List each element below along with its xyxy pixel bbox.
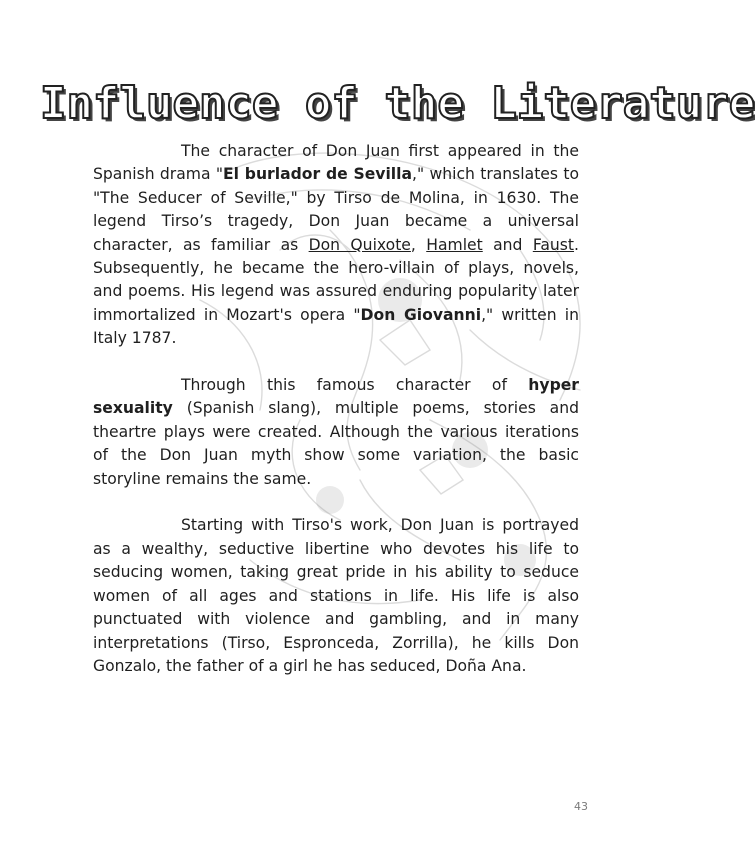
text-span: . Subsequently, he became the hero-villain of plays, novels, and poems. His legend was assured enduring popularity later immortalized in Mozart's opera " xyxy=(93,235,579,324)
text-span: Starting with Tirso's work, Don Juan is portrayed as a wealthy, seductive libertine who devotes his life to seducing women, taking great pride in his ability to seduce women of all ages and stations in life. His life is also punctuated with violence and gambling, and in many interpretations (Tirso, Espronceda, Zorrilla), he kills Don Gonzalo, the father of a girl he has seduced, Doña Ana. xyxy=(93,516,579,675)
bold-title-el-burlador: El burlador de Sevilla xyxy=(223,165,413,184)
paragraph-3 xyxy=(93,514,579,678)
page-number: 43 xyxy=(574,800,588,813)
underlined-don-quixote: Don Quixote xyxy=(308,235,411,254)
text-span: and xyxy=(482,235,533,254)
text-span: The character of Don Juan first appeared in the Spanish drama " xyxy=(93,142,579,184)
page-title: Influence of the Literature xyxy=(40,78,755,129)
paragraph-1 xyxy=(93,140,579,351)
text-span: Through this famous character of xyxy=(181,376,529,395)
underlined-faust: Faust xyxy=(532,235,575,254)
text-span: ," written in Italy 1787. xyxy=(93,305,580,348)
bold-hyper-sexuality: hyper sexuality xyxy=(93,376,579,418)
paragraph-2 xyxy=(93,374,579,491)
underlined-hamlet: Hamlet xyxy=(426,235,483,254)
bold-title-don-giovanni: Don Giovanni xyxy=(360,305,482,324)
body-text xyxy=(93,140,579,702)
text-span: (Spanish slang), multiple poems, stories and theartre plays were created. Although the various iterations of the Don Juan myth show some variation, the basic storyline remains the same. xyxy=(93,399,579,488)
text-span: ," which translates to "The Seducer of Seville," by Tirso de Molina, in 1630. The legend Tirso’s tragedy, Don Juan became a universal character, as familiar as xyxy=(93,165,579,254)
text-span: , xyxy=(410,235,427,254)
